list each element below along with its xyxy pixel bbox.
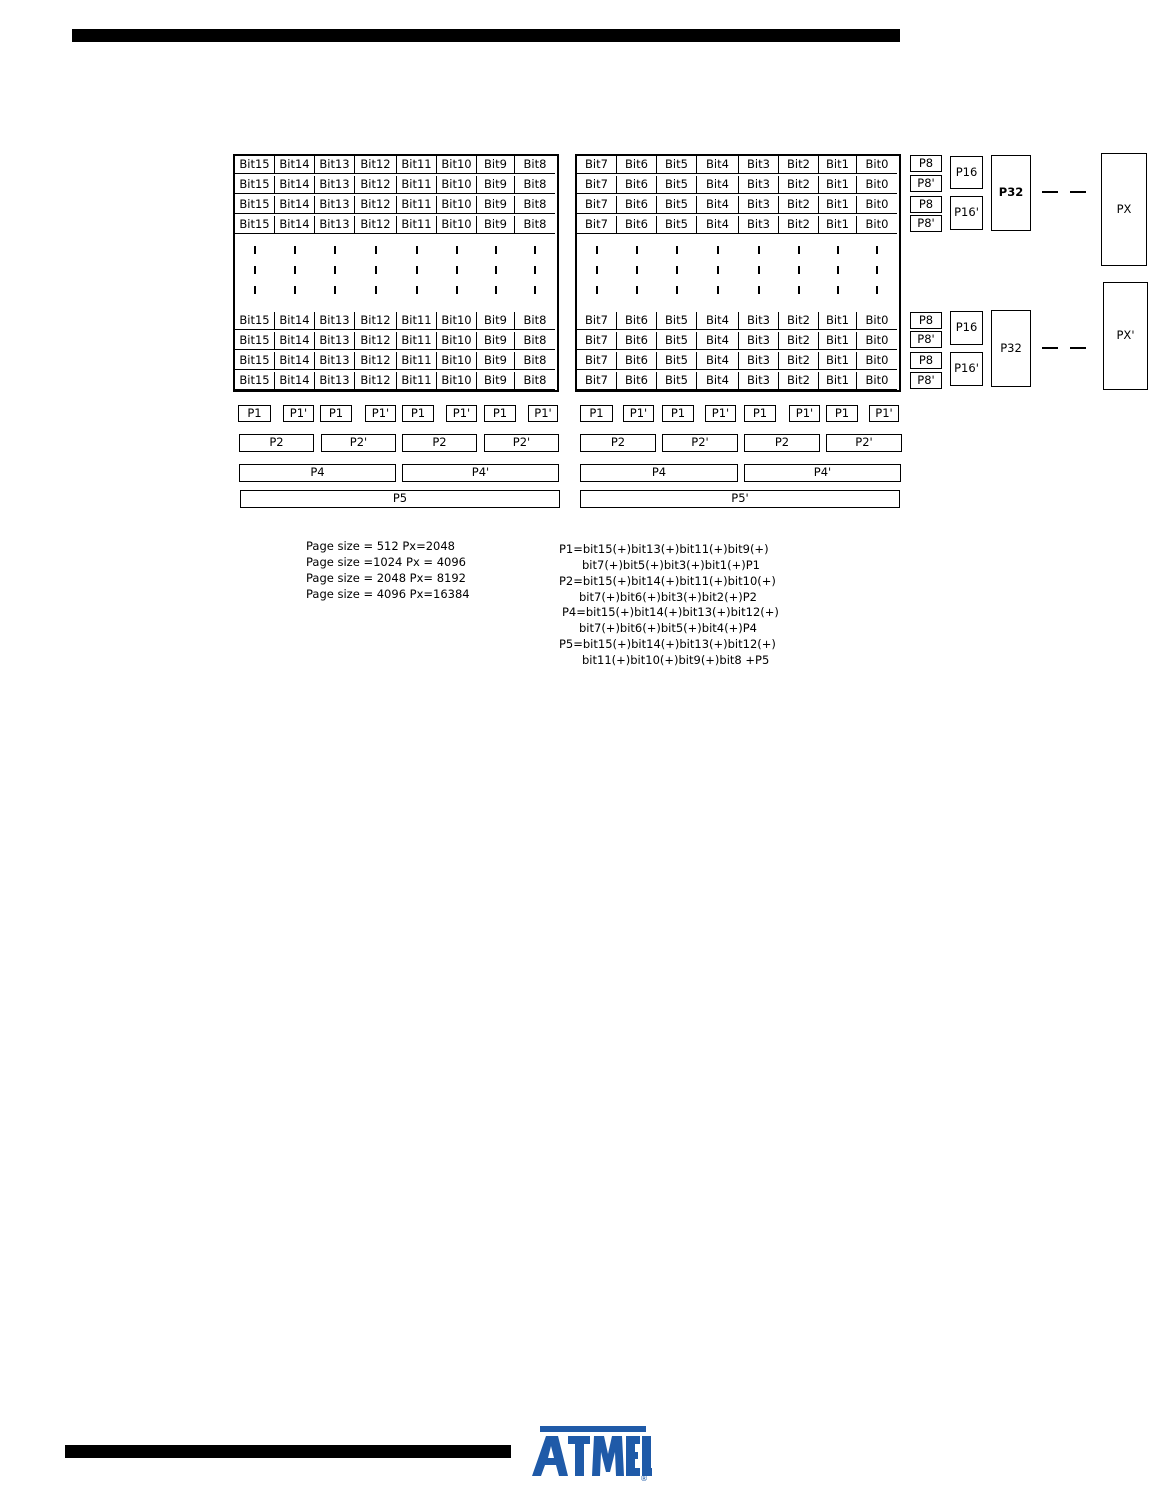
dash-connector [1070,191,1086,193]
continuation-tick [534,266,536,274]
bit-cell: Bit4 [697,176,739,194]
p32-box-bottom: P32 [991,310,1031,387]
continuation-tick [798,246,800,254]
bit-cell: Bit0 [857,312,897,330]
bit-cell: Bit15 [235,352,275,370]
bit-cell: Bit8 [515,216,555,234]
continuation-tick [758,266,760,274]
formula-line: P2=bit15(+)bit14(+)bit11(+)bit10(+) [559,574,776,588]
p2-box: P2' [826,434,902,452]
bit-cell: Bit12 [355,216,397,234]
continuation-tick [676,286,678,294]
bit-cell: Bit14 [275,332,315,350]
p1-box: P1' [446,405,477,422]
bit-cell: Bit13 [315,176,355,194]
bit-cell: Bit3 [739,156,779,174]
bit-cell: Bit8 [515,196,555,214]
page-size-line: Page size = 512 Px=2048 [306,539,455,553]
p2-box: P2 [580,434,656,452]
bit-cell: Bit12 [355,332,397,350]
bit-cell: Bit8 [515,312,555,330]
bit-cell: Bit1 [819,196,857,214]
bit-cell: Bit13 [315,216,355,234]
bit-row [577,196,897,214]
registered-mark: ® [640,1474,648,1482]
bit-cell: Bit15 [235,216,275,234]
bit-cell: Bit2 [779,176,819,194]
continuation-tick [254,266,256,274]
bit-cell: Bit10 [437,352,477,370]
continuation-tick [254,246,256,254]
p16p-box-bottom: P16' [950,352,983,386]
continuation-tick [676,246,678,254]
p2-box: P2 [402,434,477,452]
bit-cell: Bit13 [315,196,355,214]
bit-row [235,196,555,214]
p1-box: P1' [283,405,314,422]
p1-box: P1 [320,405,352,422]
p8-box: P8 [910,352,942,369]
bit-cell: Bit1 [819,372,857,390]
atmel-logo-graphic [530,1424,652,1482]
continuation-tick [456,266,458,274]
bit-cell: Bit7 [577,352,617,370]
bit-cell: Bit0 [857,332,897,350]
continuation-tick [758,246,760,254]
continuation-tick [495,286,497,294]
p16-box-bottom: P16 [950,311,983,345]
bit-cell: Bit0 [857,352,897,370]
continuation-tick [375,266,377,274]
continuation-tick [294,246,296,254]
bit-cell: Bit6 [617,216,657,234]
continuation-tick [416,246,418,254]
continuation-tick [416,286,418,294]
bit-cell: Bit13 [315,332,355,350]
bit-row [235,372,555,390]
continuation-tick [416,266,418,274]
continuation-tick [596,246,598,254]
p2-box: P2 [239,434,314,452]
bit-cell: Bit6 [617,312,657,330]
p1-box: P1 [402,405,434,422]
continuation-tick [717,266,719,274]
p1-box: P1' [869,405,899,422]
footer-bar [65,1445,511,1458]
bit-cell: Bit9 [477,176,515,194]
p1-box: P1' [705,405,736,422]
bit-cell: Bit2 [779,372,819,390]
p5p-box: P5' [580,490,900,508]
continuation-tick [876,246,878,254]
bit-cell: Bit9 [477,196,515,214]
bit-cell: Bit6 [617,372,657,390]
bit-cell: Bit11 [397,196,437,214]
dash-connector [1070,347,1086,349]
bit-cell: Bit7 [577,196,617,214]
bit-cell: Bit0 [857,372,897,390]
bit-cell: Bit4 [697,332,739,350]
p1-box: P1' [528,405,558,422]
p8p-box: P8' [910,372,942,389]
bit-cell: Bit15 [235,312,275,330]
bit-cell: Bit14 [275,196,315,214]
bit-cell: Bit5 [657,332,697,350]
bit-cell: Bit5 [657,352,697,370]
bit-cell: Bit1 [819,216,857,234]
bit-cell: Bit2 [779,216,819,234]
bit-cell: Bit4 [697,372,739,390]
bit-cell: Bit10 [437,176,477,194]
bit-cell: Bit8 [515,332,555,350]
p5-box: P5 [240,490,560,508]
bit-cell: Bit1 [819,156,857,174]
p2-box: P2' [662,434,738,452]
bit-cell: Bit0 [857,216,897,234]
bit-cell: Bit14 [275,176,315,194]
bit-cell: Bit7 [577,216,617,234]
continuation-tick [596,266,598,274]
bit-cell: Bit14 [275,312,315,330]
bit-cell: Bit0 [857,176,897,194]
continuation-tick [636,246,638,254]
bit-cell: Bit9 [477,312,515,330]
bit-cell: Bit4 [697,216,739,234]
formula-line: bit7(+)bit5(+)bit3(+)bit1(+)P1 [582,558,760,572]
bit-cell: Bit4 [697,352,739,370]
continuation-tick [495,266,497,274]
bit-cell: Bit15 [235,156,275,174]
page-size-line: Page size =1024 Px = 4096 [306,555,466,569]
p4p-box: P4' [402,464,559,482]
continuation-tick [837,266,839,274]
bit-cell: Bit2 [779,332,819,350]
p16-box-top: P16 [950,156,983,189]
p1-box: P1 [744,405,776,422]
bit-cell: Bit7 [577,176,617,194]
continuation-tick [758,286,760,294]
px-box: PX [1101,153,1147,266]
bit-cell: Bit13 [315,352,355,370]
p1-box: P1' [365,405,396,422]
bit-row [577,372,897,390]
continuation-tick [534,286,536,294]
bit-cell: Bit11 [397,312,437,330]
bit-cell: Bit15 [235,372,275,390]
bit-cell: Bit13 [315,156,355,174]
bit-cell: Bit11 [397,176,437,194]
bit-row [235,352,555,370]
continuation-tick [636,286,638,294]
continuation-tick [334,266,336,274]
bit-cell: Bit1 [819,176,857,194]
bit-cell: Bit6 [617,156,657,174]
bit-cell: Bit15 [235,332,275,350]
bit-cell: Bit10 [437,312,477,330]
bit-grid-high-byte [233,154,559,392]
bit-cell: Bit6 [617,352,657,370]
bit-cell: Bit3 [739,332,779,350]
bit-cell: Bit5 [657,196,697,214]
continuation-tick [334,286,336,294]
bit-cell: Bit1 [819,332,857,350]
bit-grid-low-byte [575,154,901,392]
bit-cell: Bit3 [739,196,779,214]
continuation-tick [375,246,377,254]
continuation-tick [294,286,296,294]
bit-cell: Bit2 [779,352,819,370]
bit-row [577,216,897,234]
bit-cell: Bit13 [315,372,355,390]
bit-cell: Bit5 [657,216,697,234]
p1-box: P1 [238,405,271,422]
bit-cell: Bit7 [577,312,617,330]
bit-cell: Bit9 [477,352,515,370]
bit-cell: Bit3 [739,176,779,194]
bit-cell: Bit5 [657,312,697,330]
bit-row [235,332,555,350]
bit-cell: Bit14 [275,372,315,390]
bit-cell: Bit13 [315,312,355,330]
bit-row [577,156,897,174]
continuation-tick [456,286,458,294]
bit-cell: Bit2 [779,312,819,330]
bit-cell: Bit14 [275,156,315,174]
continuation-tick [717,246,719,254]
bit-cell: Bit12 [355,196,397,214]
formula-line: bit7(+)bit6(+)bit5(+)bit4(+)P4 [579,621,757,635]
bit-cell: Bit8 [515,176,555,194]
bit-cell: Bit8 [515,156,555,174]
bit-cell: Bit5 [657,372,697,390]
bit-cell: Bit7 [577,372,617,390]
bit-cell: Bit10 [437,332,477,350]
continuation-tick [837,286,839,294]
formula-line: P4=bit15(+)bit14(+)bit13(+)bit12(+) [562,605,779,619]
bit-cell: Bit4 [697,156,739,174]
continuation-tick [876,266,878,274]
continuation-tick [294,266,296,274]
p1-box: P1 [662,405,694,422]
bit-cell: Bit3 [739,352,779,370]
p8p-box: P8' [910,331,942,348]
bit-cell: Bit12 [355,312,397,330]
bit-cell: Bit12 [355,176,397,194]
bit-cell: Bit4 [697,196,739,214]
continuation-tick [596,286,598,294]
bit-row [235,176,555,194]
bit-row [577,332,897,350]
p2-box: P2' [321,434,396,452]
bit-cell: Bit14 [275,352,315,370]
p8-box: P8 [910,312,942,329]
continuation-tick [495,246,497,254]
bit-cell: Bit6 [617,176,657,194]
p1-box: P1' [789,405,820,422]
p4p-box: P4' [744,464,901,482]
bit-cell: Bit11 [397,156,437,174]
bit-cell: Bit9 [477,372,515,390]
bit-row [235,216,555,234]
continuation-tick [334,246,336,254]
bit-cell: Bit10 [437,216,477,234]
continuation-tick [456,246,458,254]
bit-cell: Bit1 [819,312,857,330]
p8-box: P8 [910,155,942,172]
header-bar [72,29,900,42]
bit-cell: Bit11 [397,216,437,234]
dash-connector [1042,191,1058,193]
p1-box: P1 [826,405,858,422]
p16p-box-top: P16' [950,196,983,230]
bit-cell: Bit10 [437,156,477,174]
bit-cell: Bit15 [235,176,275,194]
bit-cell: Bit9 [477,216,515,234]
bit-cell: Bit12 [355,372,397,390]
bit-cell: Bit10 [437,372,477,390]
page-size-line: Page size = 2048 Px= 8192 [306,571,466,585]
p8p-box: P8' [910,215,942,232]
bit-cell: Bit12 [355,352,397,370]
bit-cell: Bit2 [779,156,819,174]
atmel-logo [530,1424,652,1482]
continuation-tick [876,286,878,294]
bit-cell: Bit3 [739,216,779,234]
bit-row [577,176,897,194]
bit-cell: Bit11 [397,372,437,390]
continuation-tick [254,286,256,294]
continuation-tick [636,266,638,274]
bit-cell: Bit11 [397,332,437,350]
formula-line: bit7(+)bit6(+)bit3(+)bit2(+)P2 [579,590,757,604]
continuation-tick [676,266,678,274]
bit-cell: Bit9 [477,156,515,174]
continuation-tick [837,246,839,254]
bit-cell: Bit15 [235,196,275,214]
p8p-box: P8' [910,175,942,192]
formula-line: P1=bit15(+)bit13(+)bit11(+)bit9(+) [559,542,769,556]
dash-connector [1042,347,1058,349]
bit-cell: Bit8 [515,372,555,390]
bit-cell: Bit7 [577,156,617,174]
p2-box: P2 [744,434,820,452]
bit-cell: Bit2 [779,196,819,214]
pxp-box: PX' [1103,282,1148,390]
continuation-tick [798,286,800,294]
bit-row [577,312,897,330]
bit-row [577,352,897,370]
bit-cell: Bit12 [355,156,397,174]
bit-cell: Bit6 [617,332,657,350]
bit-cell: Bit8 [515,352,555,370]
formula-line: P5=bit15(+)bit14(+)bit13(+)bit12(+) [559,637,776,651]
continuation-tick [534,246,536,254]
bit-cell: Bit10 [437,196,477,214]
formula-line: bit11(+)bit10(+)bit9(+)bit8 +P5 [582,653,770,667]
p2-box: P2' [484,434,559,452]
bit-cell: Bit3 [739,312,779,330]
bit-cell: Bit6 [617,196,657,214]
bit-cell: Bit14 [275,216,315,234]
bit-cell: Bit5 [657,176,697,194]
bit-row [235,312,555,330]
continuation-tick [375,286,377,294]
p4-box: P4 [580,464,738,482]
bit-cell: Bit5 [657,156,697,174]
bit-cell: Bit0 [857,196,897,214]
p32-box-top: P32 [991,155,1031,231]
p8-box: P8 [910,196,942,213]
page-size-line: Page size = 4096 Px=16384 [306,587,470,601]
p4-box: P4 [239,464,396,482]
bit-cell: Bit3 [739,372,779,390]
continuation-tick [798,266,800,274]
p1-box: P1 [580,405,613,422]
continuation-tick [717,286,719,294]
bit-row [235,156,555,174]
bit-cell: Bit4 [697,312,739,330]
bit-cell: Bit7 [577,332,617,350]
p1-box: P1 [484,405,516,422]
p1-box: P1' [623,405,654,422]
bit-cell: Bit1 [819,352,857,370]
bit-cell: Bit9 [477,332,515,350]
bit-cell: Bit11 [397,352,437,370]
bit-cell: Bit0 [857,156,897,174]
